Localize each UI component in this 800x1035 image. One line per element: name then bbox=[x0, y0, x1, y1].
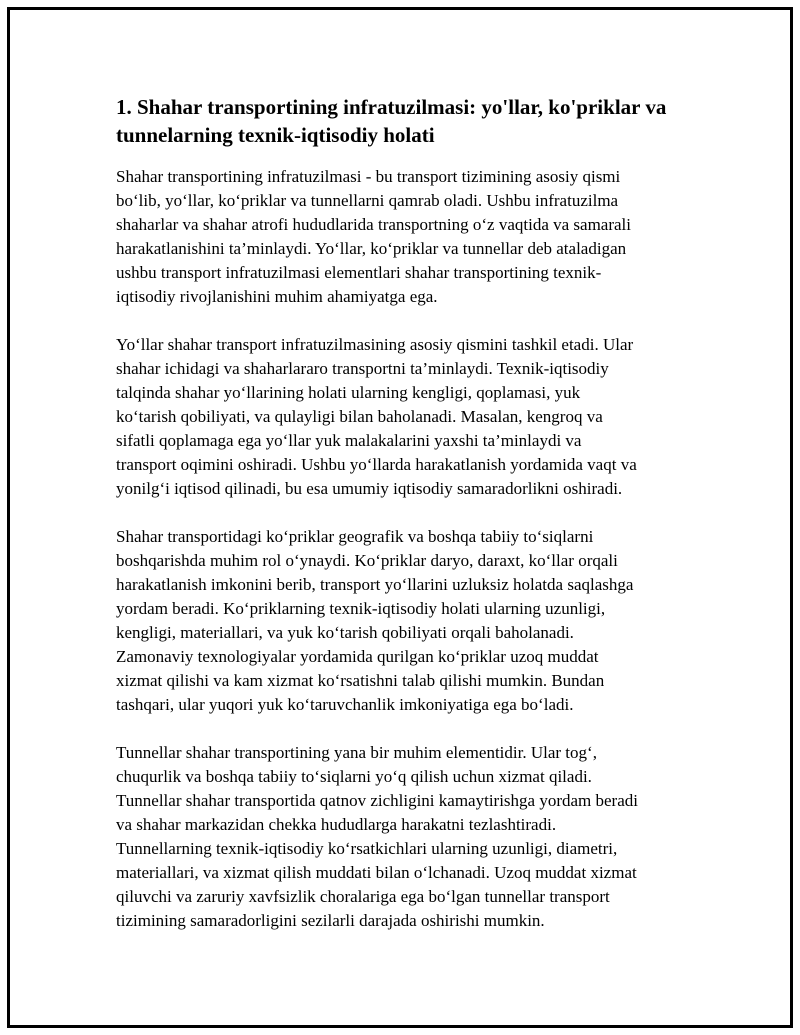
text-line: shahar ichidagi va shaharlararo transportni ta’minlaydi. Texnik-iqtisodiy bbox=[116, 359, 609, 378]
text-line: Shahar transportidagi ko‘priklar geografik va boshqa tabiiy to‘siqlarni bbox=[116, 527, 594, 546]
text-line: harakatlanish imkonini berib, transport yo‘llarini uzluksiz holatda saqlashga bbox=[116, 575, 634, 594]
text-line: iqtisodiy rivojlanishini muhim ahamiyatga ega. bbox=[116, 287, 438, 306]
text-line: sifatli qoplamaga ega yo‘llar yuk malakalarini yaxshi ta’minlaydi va bbox=[116, 431, 582, 450]
text-line: Tunnellarning texnik-iqtisodiy ko‘rsatkichlari ularning uzunligi, diametri, bbox=[116, 839, 618, 858]
text-line: materiallari, va xizmat qilish muddati bilan o‘lchanadi. Uzoq muddat xizmat bbox=[116, 863, 637, 882]
text-line: harakatlanishini ta’minlaydi. Yo‘llar, ko‘priklar va tunnellar deb ataladigan bbox=[116, 239, 627, 258]
text-line: tashqari, ular yuqori yuk ko‘taruvchanlik imkoniyatiga ega bo‘ladi. bbox=[116, 695, 574, 714]
text-line: Shahar transportining infratuzilmasi - bu transport tizimining asosiy qismi bbox=[116, 167, 621, 186]
text-line: Yo‘llar shahar transport infratuzilmasining asosiy qismini tashkil etadi. Ular bbox=[116, 335, 634, 354]
text-line: talqinda shahar yo‘llarining holati ularning kengligi, qoplamasi, yuk bbox=[116, 383, 581, 402]
text-line: Tunnellar shahar transportida qatnov zichligini kamaytirishga yordam beradi bbox=[116, 791, 638, 810]
text-line: Zamonaviy texnologiyalar yordamida qurilgan ko‘priklar uzoq muddat bbox=[116, 647, 599, 666]
paragraph-bridges bbox=[116, 525, 682, 717]
text-line: ko‘tarish qobiliyati, va qulayligi bilan baholanadi. Masalan, kengroq va bbox=[116, 407, 603, 426]
title-line: tunnelarning texnik-iqtisodiy holati bbox=[116, 123, 435, 147]
paragraph-infrastructure-intro bbox=[116, 165, 682, 309]
text-line: kengligi, materiallari, va yuk ko‘tarish qobiliyati orqali baholanadi. bbox=[116, 623, 574, 642]
document-title bbox=[116, 93, 682, 149]
text-line: yonilg‘i iqtisod qilinadi, bu esa umumiy iqtisodiy samaradorlikni oshiradi. bbox=[116, 479, 623, 498]
text-line: tizimining samaradorligini sezilarli darajada oshirishi mumkin. bbox=[116, 911, 545, 930]
text-line: qiluvchi va zaruriy xavfsizlik choralariga ega bo‘lgan tunnellar transport bbox=[116, 887, 610, 906]
paragraph-tunnels bbox=[116, 741, 682, 933]
text-line: yordam beradi. Ko‘priklarning texnik-iqtisodiy holati ularning uzunligi, bbox=[116, 599, 606, 618]
text-line: chuqurlik va boshqa tabiiy to‘siqlarni yo‘q qilish uchun xizmat qiladi. bbox=[116, 767, 592, 786]
text-line: Tunnellar shahar transportining yana bir muhim elementidir. Ular tog‘, bbox=[116, 743, 597, 762]
title-line: 1. Shahar transportining infratuzilmasi: yo'llar, ko'priklar va bbox=[116, 95, 667, 119]
text-line: boshqarishda muhim rol o‘ynaydi. Ko‘priklar daryo, daraxt, ko‘llar orqali bbox=[116, 551, 618, 570]
text-line: va shahar markazidan chekka hududlarga harakatni tezlashtiradi. bbox=[116, 815, 557, 834]
text-line: bo‘lib, yo‘llar, ko‘priklar va tunnellarni qamrab oladi. Ushbu infratuzilma bbox=[116, 191, 619, 210]
paragraph-roads bbox=[116, 333, 682, 501]
text-line: ushbu transport infratuzilmasi elementlari shahar transportining texnik- bbox=[116, 263, 602, 282]
text-line: xizmat qilishi va kam xizmat ko‘rsatishni talab qilishi mumkin. Bundan bbox=[116, 671, 605, 690]
text-line: shaharlar va shahar atrofi hududlarida transportning o‘z vaqtida va samarali bbox=[116, 215, 631, 234]
document-body bbox=[116, 93, 682, 957]
text-line: transport oqimini oshiradi. Ushbu yo‘llarda harakatlanish yordamida vaqt va bbox=[116, 455, 637, 474]
